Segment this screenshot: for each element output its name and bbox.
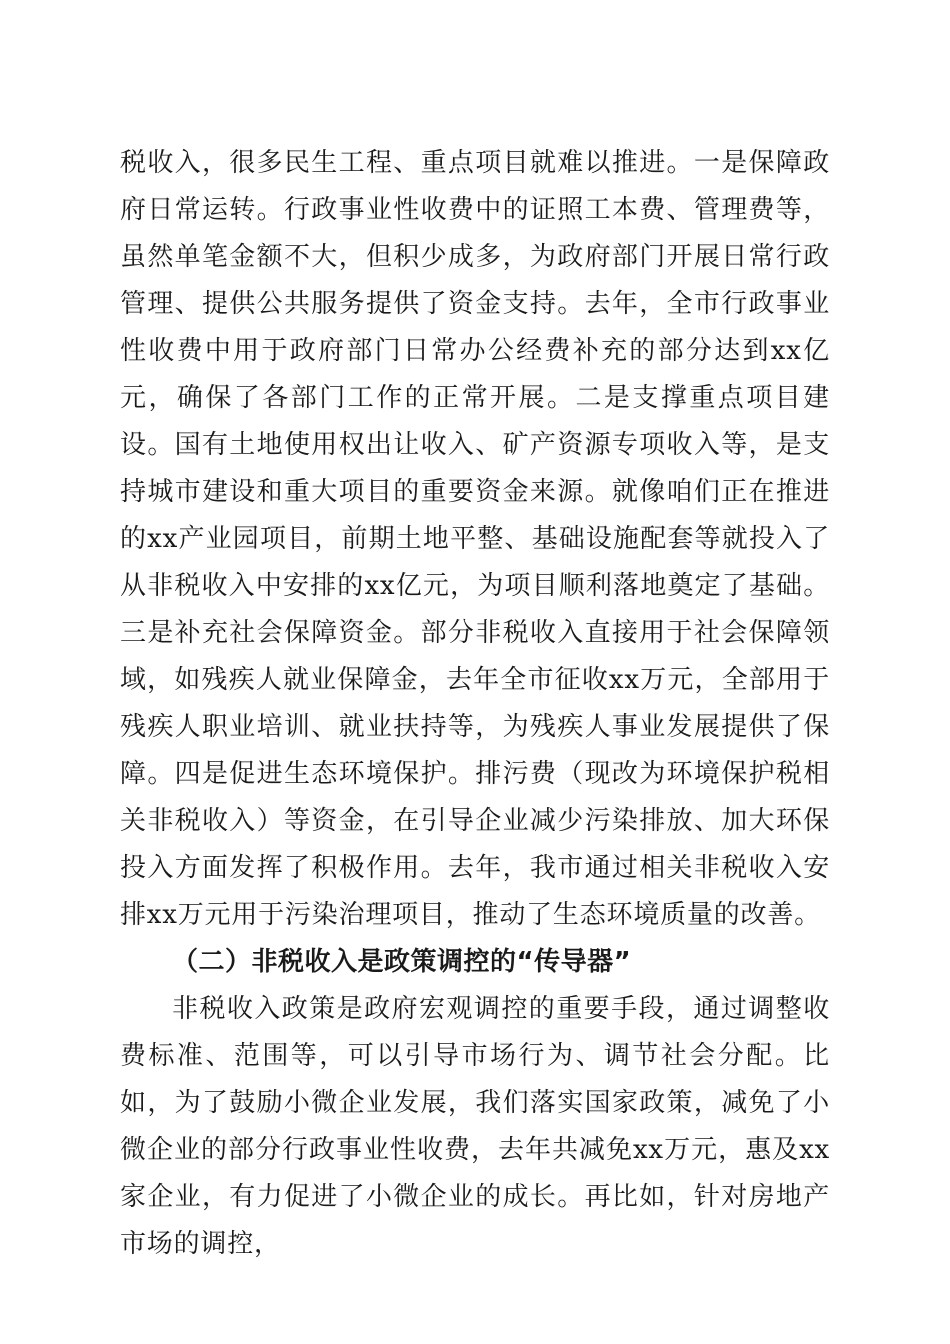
body-paragraph: 非税收入政策是政府宏观调控的重要手段，通过调整收费标准、范围等，可以引导市场行为、调节社会分配。比如，为了鼓励小微企业发展，我们落实国家政策，减免了小微企业的部分行政事业性收费，去年共减免xx万元，惠及xx家企业，有力促进了小微企业的成长。再比如，针对房地产市场的调控， <box>120 994 830 1259</box>
body-paragraph-continued: 税收入，很多民生工程、重点项目就难以推进。一是保障政府日常运转。行政事业性收费中的证照工本费、管理费等，虽然单笔金额不大，但积少成多，为政府部门开展日常行政管理、提供公共服务提供了资金支持。去年，全市行政事业性收费中用于政府部门日常办公经费补充的部分达到xx亿元，确保了各部门工作的正常开展。二是支撑重点项目建设。国有土地使用权出让收入、矿产资源专项收入等，是支持城市建设和重大项目的重要资金来源。就像咱们正在推进的xx产业园项目，前期土地平整、基础设施配套等就投入了从非税收入中安排的xx亿元，为项目顺利落地奠定了基础。三是补充社会保障资金。部分非税收入直接用于社会保障领域，如残疾人就业保障金，去年全市征收xx万元，全部用于残疾人职业培训、就业扶持等，为残疾人事业发展提供了保障。四是促进生态环境保护。排污费（现改为环境保护税相关非税收入）等资金，在引导企业减少污染排放、加大环保投入方面发挥了积极作用。去年，我市通过相关非税收入安排xx万元用于污染治理项目，推动了生态环境质量的改善。 <box>120 148 830 930</box>
document-body <box>120 140 830 1268</box>
section-heading: （二）非税收入是政策调控的“传导器” <box>172 947 632 977</box>
